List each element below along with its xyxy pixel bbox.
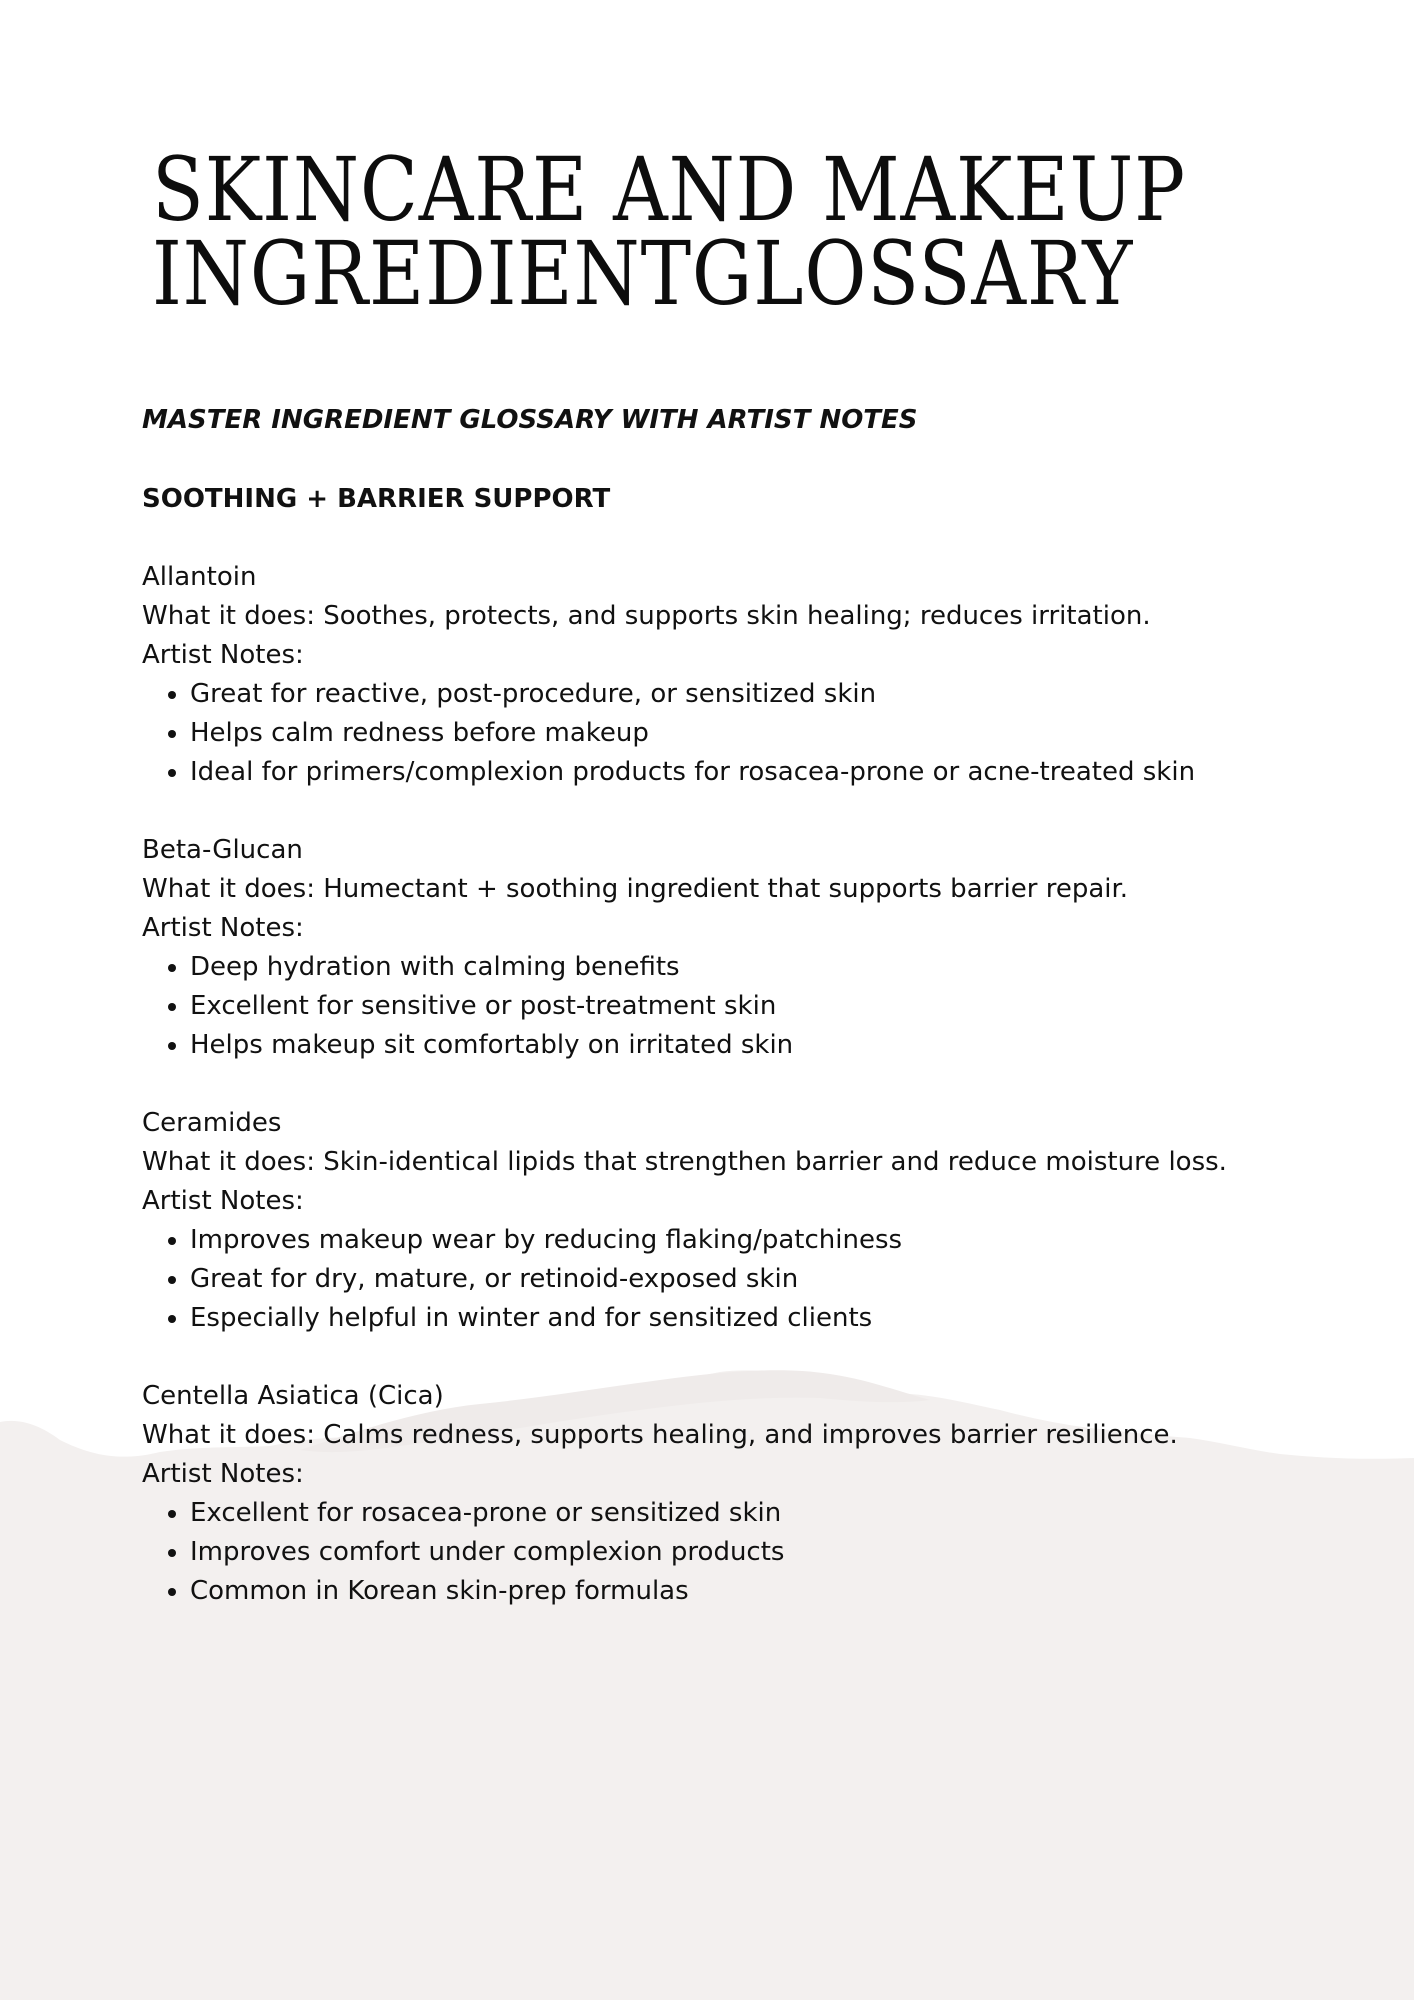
ingredient-name: Ceramides [142, 1108, 282, 1138]
section-heading: SOOTHING + BARRIER SUPPORT [142, 484, 611, 514]
glossary-subtitle: MASTER INGREDIENT GLOSSARY WITH ARTIST NOTES [142, 405, 918, 435]
artist-note: • Excellent for sensitive or post-treatment skin [190, 987, 1282, 1026]
page-title [152, 138, 1186, 325]
artist-notes-label: Artist Notes: [142, 913, 304, 943]
artist-note: • Helps calm redness before makeup [190, 714, 1282, 753]
ingredient-list [142, 558, 1282, 1650]
ingredient-entry-ceramides [142, 1104, 1282, 1338]
title-line-1: SKINCARE AND MAKEUP [152, 138, 1186, 241]
artist-notes-label: Artist Notes: [142, 1186, 304, 1216]
ingredient-description: What it does: Skin-identical lipids that strengthen barrier and reduce moisture loss. [142, 1147, 1227, 1177]
ingredient-description: What it does: Soothes, protects, and supports skin healing; reduces irritation. [142, 601, 1151, 631]
ingredient-name: Allantoin [142, 562, 257, 592]
ingredient-description: What it does: Humectant + soothing ingredient that supports barrier repair. [142, 874, 1129, 904]
ingredient-entry-centella-asiatica [142, 1377, 1282, 1611]
artist-note: • Great for dry, mature, or retinoid-exposed skin [190, 1260, 1282, 1299]
artist-note: • Great for reactive, post-procedure, or sensitized skin [190, 675, 1282, 714]
artist-notes-list [142, 1494, 1282, 1611]
ingredient-name: Centella Asiatica (Cica) [142, 1381, 444, 1411]
artist-note: • Especially helpful in winter and for sensitized clients [190, 1299, 1282, 1338]
artist-notes-label: Artist Notes: [142, 640, 304, 670]
artist-note: • Ideal for primers/complexion products for rosacea-prone or acne-treated skin [190, 753, 1282, 792]
artist-notes-label: Artist Notes: [142, 1459, 304, 1489]
artist-note: • Common in Korean skin-prep formulas [190, 1572, 1282, 1611]
artist-note: • Deep hydration with calming benefits [190, 948, 1282, 987]
artist-note: • Improves makeup wear by reducing flaking/patchiness [190, 1221, 1282, 1260]
ingredient-name: Beta-Glucan [142, 835, 303, 865]
ingredient-entry-beta-glucan [142, 831, 1282, 1065]
artist-notes-list [142, 948, 1282, 1065]
artist-note: • Improves comfort under complexion products [190, 1533, 1282, 1572]
artist-note: • Helps makeup sit comfortably on irritated skin [190, 1026, 1282, 1065]
title-line-2: INGREDIENTGLOSSARY [152, 222, 1134, 325]
artist-note: • Excellent for rosacea-prone or sensitized skin [190, 1494, 1282, 1533]
artist-notes-list [142, 1221, 1282, 1338]
artist-notes-list [142, 675, 1282, 792]
ingredient-description: What it does: Calms redness, supports healing, and improves barrier resilience. [142, 1420, 1178, 1450]
ingredient-entry-allantoin [142, 558, 1282, 792]
